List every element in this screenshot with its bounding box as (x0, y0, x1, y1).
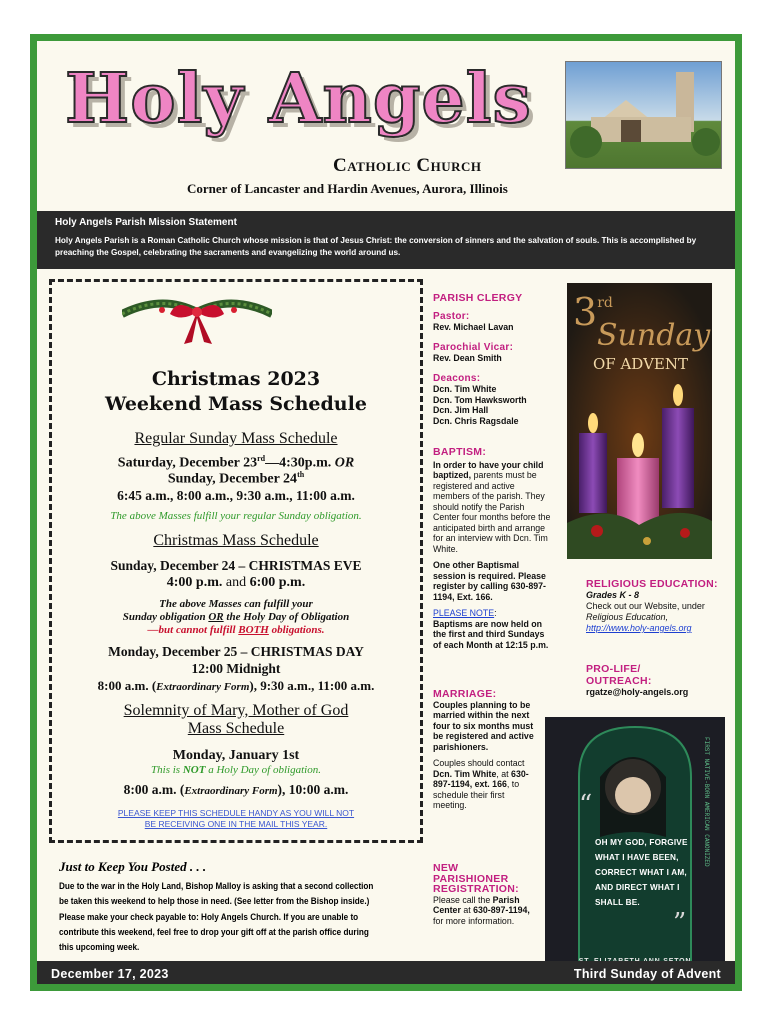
new-parishioner-section (433, 863, 553, 926)
keep-posted-title: Just to Keep You Posted . . . (59, 859, 207, 874)
clergy-section (433, 293, 553, 426)
baptism-session: One other Baptismal session is required. Please register by calling 630-897-1194, Ext. 166. (433, 560, 546, 602)
advent-numeral: 3rd (573, 290, 613, 334)
religious-ed-text: Check out our Website, under Religious Education, (586, 601, 705, 622)
christmas-schedule-heading: Christmas Mass Schedule (153, 532, 319, 549)
religious-ed-section (586, 578, 726, 634)
baptism-heading: BAPTISM: (433, 446, 487, 458)
mary-note: This is NOT a Holy Day of obligation. (151, 764, 321, 776)
clergy-heading: PARISH CLERGY (433, 292, 523, 304)
regular-times: 6:45 a.m., 8:00 a.m., 9:30 a.m., 11:00 a.m. (117, 488, 355, 503)
christmas-midnight: 12:00 Midnight (191, 661, 281, 676)
christmas-eve-note-3: —but cannot fulfill BOTH obligations. (147, 624, 325, 636)
deacon-1: Dcn. Tim White (433, 384, 497, 394)
baptism-body: In order to have your child baptized, parents must be registered and active members of the parish. They should notify the Parish Center four months before the anticipated birth and arrange for an interview with Dcn. Tim White. (433, 459, 551, 554)
advent-of: OF ADVENT (593, 355, 688, 373)
prolife-heading: PRO-LIFE/ OUTREACH: (586, 663, 652, 687)
religious-ed-heading: RELIGIOUS EDUCATION: (586, 578, 718, 590)
keep-posted-text: Due to the war in the Holy Land, Bishop Malloy is asking that a second collection be taken this weekend to help those in need. (See letter from the Bishop inside.) Please make your check payable to: Holy Angels Church. If you are unable to contribute this weekend, feel free to drop your gift off at the parish office during this upcoming week. (59, 881, 374, 953)
seton-side-text: FIRST NATIVE-BORN AMERICAN CANONIZED (703, 737, 710, 867)
parish-title: Holy Angels (65, 59, 532, 139)
deacons-label: Deacons: (433, 372, 481, 384)
christmas-day-times: 8:00 a.m. (Extraordinary Form), 9:30 a.m., 11:00 a.m. (97, 678, 375, 693)
marriage-requirement: Couples planning to be married within the next four to six months must be registered and active parishioners. (433, 699, 534, 752)
mary-heading-1: Solemnity of Mary, Mother of God (123, 702, 349, 719)
mission-title: Holy Angels Parish Mission Statement (55, 217, 237, 228)
mary-heading-2: Mass Schedule (187, 720, 285, 737)
baptism-note: PLEASE NOTE: (433, 608, 497, 618)
seton-quote: OH MY GOD, FORGIVE WHAT I HAVE BEEN, CORRECT WHAT I AM, AND DIRECT WHAT I SHALL BE. (595, 838, 688, 907)
parish-subtitle: Catholic Church (333, 155, 482, 176)
baptism-section (433, 447, 553, 650)
christmas-eve-note-2: Sunday obligation OR the Holy Day of Obligation (122, 611, 350, 623)
seton-quote-image (545, 717, 725, 969)
footer-date: December 17, 2023 (51, 967, 169, 981)
svg-text:“: “ (579, 790, 593, 820)
deacon-2: Dcn. Tom Hawksworth (433, 394, 527, 405)
marriage-heading: MARRIAGE: (433, 688, 497, 700)
church-photo (565, 61, 722, 169)
christmas-day-line: Monday, December 25 – CHRISTMAS DAY (108, 644, 364, 659)
deacon-4: Dcn. Chris Ragsdale (433, 415, 519, 426)
bulletin-page (30, 34, 742, 991)
religious-ed-link[interactable]: http://www.holy-angels.org (586, 623, 692, 633)
vicar-name: Rev. Dean Smith (433, 353, 502, 363)
marriage-section (433, 689, 553, 811)
mission-text: Holy Angels Parish is a Roman Catholic Church whose mission is that of Jesus Christ: the conversion of sinners and the salvation of souls. This is accomplished by preaching the Gospel, celebrating the sacraments and evangelizing the world around us. (55, 236, 697, 257)
new-parishioner-heading: NEW PARISHIONER REGISTRATION: (433, 862, 519, 895)
advent-candles-image (567, 283, 712, 559)
christmas-eve-note-1: The above Masses can fulfill your (159, 598, 313, 610)
baptism-note-text: Baptisms are now held on the first and third Sundays of each Month at 12:15 p.m. (433, 618, 549, 650)
regular-note: The above Masses fulfill your regular Sunday obligation. (110, 510, 362, 522)
footer-sunday: Third Sunday of Advent (573, 967, 721, 981)
keep-schedule-notice: PLEASE KEEP THIS SCHEDULE HANDY AS YOU WILL NOT BE RECEIVING ONE IN THE MAIL THIS YEAR. (117, 808, 355, 829)
mary-date: Monday, January 1st (172, 748, 300, 763)
deacon-3: Dcn. Jim Hall (433, 405, 489, 415)
new-parishioner-text: Please call the Parish Center at 630-897-1194, for more information. (433, 894, 530, 926)
parish-address: Corner of Lancaster and Hardin Avenues, Aurora, Illinois (187, 181, 508, 196)
marriage-contact: Couples should contact Dcn. Tim White, at 630-897-1194, ext. 166, to schedule their first meeting. (433, 758, 529, 810)
religious-ed-grades: Grades K - 8 (586, 590, 640, 600)
garland-icon (122, 292, 272, 352)
vicar-label: Parochial Vicar: (433, 341, 514, 353)
advent-word: Sunday (597, 318, 711, 353)
regular-saturday-line: Saturday, December 23rd—4:30p.m. OR (117, 454, 355, 471)
mission-statement-band (37, 211, 735, 269)
mary-times: 8:00 a.m. (Extraordinary Form), 10:00 a.m. (123, 782, 349, 797)
mass-schedule-box (49, 279, 423, 843)
pastor-label: Pastor: (433, 310, 470, 322)
regular-schedule-heading: Regular Sunday Mass Schedule (134, 430, 338, 447)
svg-text:”: ” (673, 908, 687, 938)
christmas-eve-line: Sunday, December 24 – CHRISTMAS EVE (110, 558, 362, 573)
schedule-title-line2: Weekend Mass Schedule (105, 393, 367, 415)
pastor-name: Rev. Michael Lavan (433, 322, 514, 332)
prolife-email[interactable]: rgatze@holy-angels.org (586, 687, 689, 697)
christmas-eve-times: 4:00 p.m. and 6:00 p.m. (166, 575, 306, 590)
schedule-title-line1: Christmas 2023 (151, 368, 321, 390)
prolife-section (586, 663, 726, 698)
footer-band (37, 961, 735, 991)
regular-sunday-line: Sunday, December 24th (167, 470, 305, 487)
